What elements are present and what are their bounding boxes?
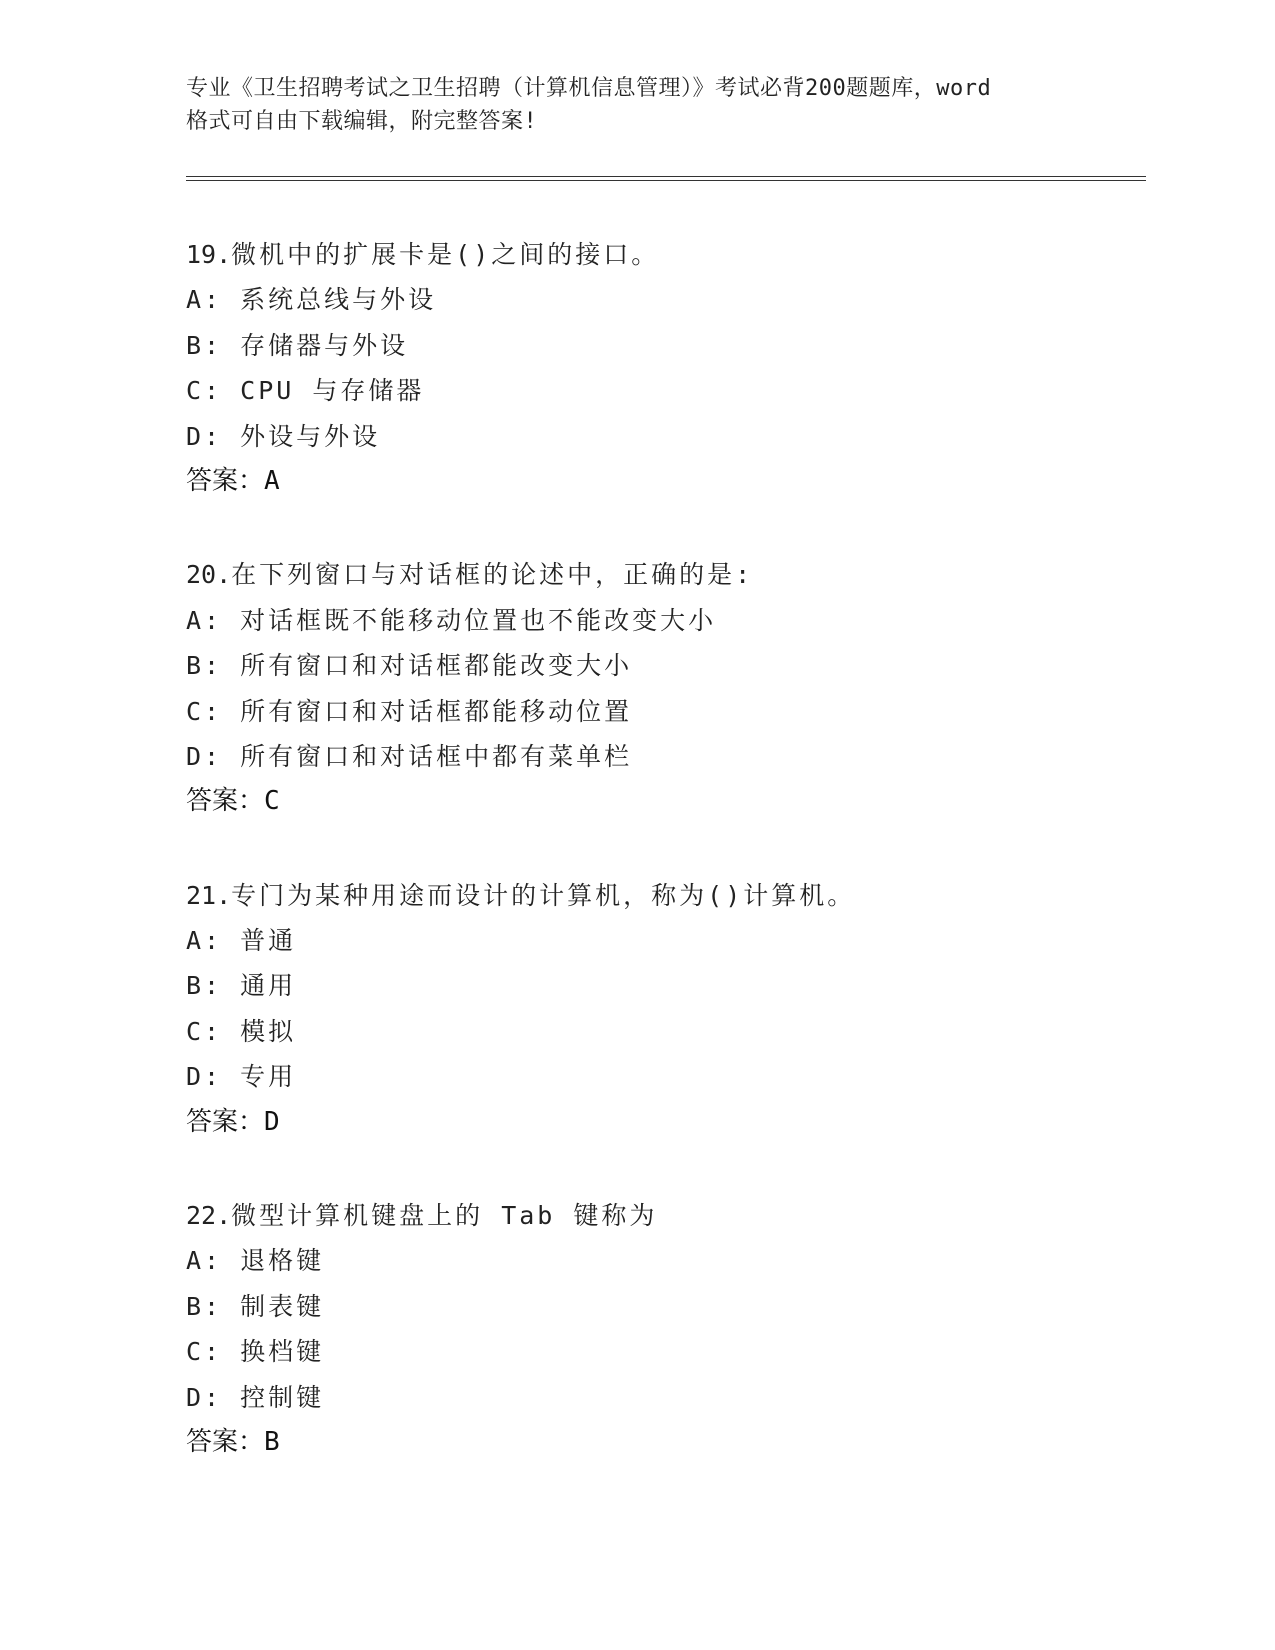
answer-value: B bbox=[264, 1426, 280, 1457]
option-a: A: 对话框既不能移动位置也不能改变大小 bbox=[186, 605, 717, 635]
option-d: D: 专用 bbox=[186, 1062, 297, 1092]
header-title-line-1: 专业《卫生招聘考试之卫生招聘（计算机信息管理）》考试必背200题题库，word bbox=[186, 76, 992, 101]
option-b: B: 通用 bbox=[186, 971, 297, 1001]
header-double-rule bbox=[186, 176, 1146, 181]
question-number: 20. bbox=[186, 560, 232, 590]
question-stem bbox=[186, 1193, 1146, 1238]
header-title-line-2: 格式可自由下载编辑，附完整答案! bbox=[186, 109, 538, 134]
document-header bbox=[186, 72, 1106, 138]
option-c: C: 换档键 bbox=[186, 1337, 325, 1367]
option-d: D: 所有窗口和对话框中都有菜单栏 bbox=[186, 741, 633, 771]
answer-line bbox=[186, 779, 1146, 824]
answer-value: C bbox=[264, 786, 280, 817]
question-20 bbox=[186, 552, 1146, 824]
option-a: A: 普通 bbox=[186, 926, 297, 956]
answer-value: D bbox=[264, 1106, 280, 1137]
answer-label: 答案： bbox=[186, 465, 265, 496]
question-stem bbox=[186, 232, 1146, 277]
option-c: C: 所有窗口和对话框都能移动位置 bbox=[186, 696, 633, 726]
answer-label: 答案： bbox=[186, 786, 265, 817]
question-stem bbox=[186, 552, 1146, 597]
question-text: 专门为某种用途而设计的计算机，称为()计算机。 bbox=[231, 880, 856, 910]
option-d: D: 外设与外设 bbox=[186, 421, 381, 451]
answer-label: 答案： bbox=[186, 1106, 265, 1137]
option-b: B: 存储器与外设 bbox=[186, 330, 409, 360]
option-a: A: 退格键 bbox=[186, 1246, 325, 1276]
answer-line bbox=[186, 1420, 1146, 1465]
question-text: 微型计算机键盘上的 Tab 键称为 bbox=[231, 1201, 658, 1231]
option-c: C: CPU 与存储器 bbox=[186, 376, 425, 406]
option-a: A: 系统总线与外设 bbox=[186, 285, 437, 315]
question-number: 22. bbox=[186, 1201, 232, 1231]
answer-line bbox=[186, 459, 1146, 504]
question-21 bbox=[186, 873, 1146, 1145]
question-19 bbox=[186, 232, 1146, 504]
option-b: B: 所有窗口和对话框都能改变大小 bbox=[186, 651, 633, 681]
question-text: 在下列窗口与对话框的论述中，正确的是: bbox=[231, 560, 754, 590]
option-d: D: 控制键 bbox=[186, 1382, 325, 1412]
question-list bbox=[186, 232, 1146, 1465]
option-b: B: 制表键 bbox=[186, 1291, 325, 1321]
question-22 bbox=[186, 1193, 1146, 1465]
question-number: 19. bbox=[186, 240, 232, 269]
question-stem bbox=[186, 873, 1146, 918]
question-text: 微机中的扩展卡是()之间的接口。 bbox=[231, 240, 660, 269]
option-c: C: 模拟 bbox=[186, 1016, 297, 1046]
question-number: 21. bbox=[186, 880, 232, 910]
answer-line bbox=[186, 1100, 1146, 1145]
answer-value: A bbox=[264, 465, 280, 496]
answer-label: 答案： bbox=[186, 1426, 265, 1457]
